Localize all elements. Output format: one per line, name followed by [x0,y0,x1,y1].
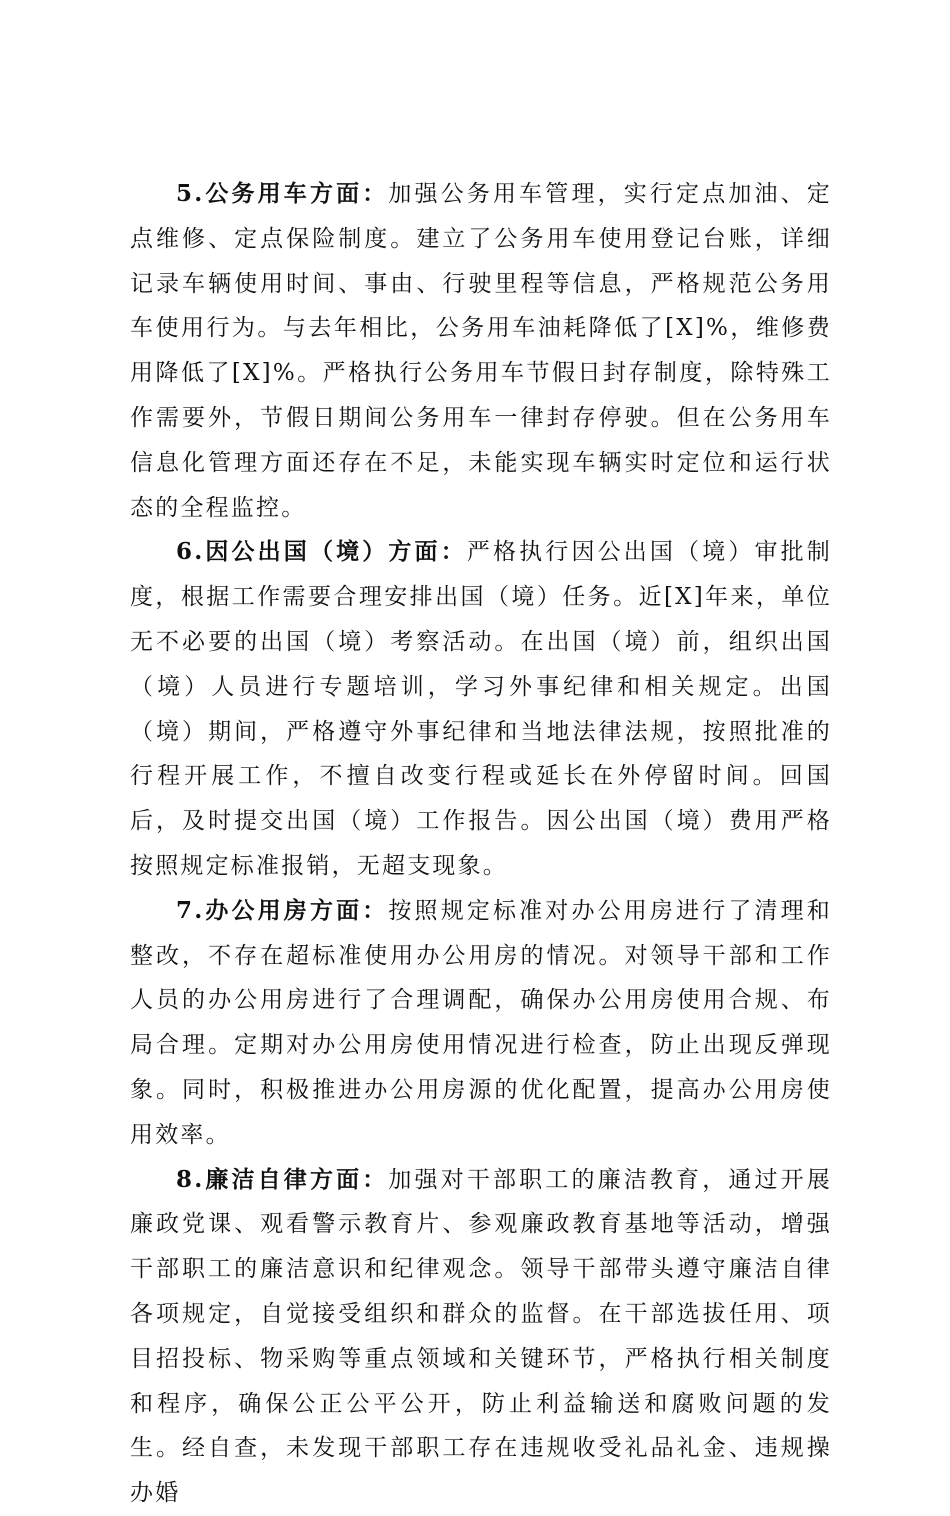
paragraph-heading: 6.因公出国（境）方面： [176,538,467,566]
paragraph-heading: 5.公务用车方面： [176,180,389,207]
paragraph-text: 严格执行因公出国（境）审批制度，根据工作需要合理安排出国（境）任务。近[X]年来，单位无不必要的出国（境）考察活动。在出国（境）前，组织出国（境）人员进行专题培训，学习外事纪律和相关规定。出国（境）期间，严格遵守外事纪律和当地法律法规，按照批准的行程开展工作，不擅自改变行程或延长在外停留时间。回国后，及时提交出国（境）工作报告。因公出国（境）费用严格按照规定标准报销，无超支现象。 [130,539,832,879]
paragraph-overseas-travel [130,530,832,888]
paragraph-text: 加强对干部职工的廉洁教育，通过开展廉政党课、观看警示教育片、参观廉政教育基地等活动，增强干部职工的廉洁意识和纪律观念。领导干部带头遵守廉洁自律各项规定，自觉接受组织和群众的监督。在干部选拔任用、项目招投标、物采购等重点领域和关键环节，严格执行相关制度和程序，确保公正公平公开，防止利益输送和腐败问题的发生。经自查，未发现干部职工存在违规收受礼品礼金、违规操办婚 [130,1166,832,1507]
paragraph-heading: 8.廉洁自律方面： [176,1165,389,1193]
paragraph-text: 按照规定标准对办公用房进行了清理和整改，不存在超标准使用办公用房的情况。对领导干部和工作人员的办公用房进行了合理调配，确保办公用房使用合规、布局合理。定期对办公用房使用情况进行检查，防止出现反弹现象。同时，积极推进办公用房源的优化配置，提高办公用房使用效率。 [130,897,832,1148]
paragraph-official-vehicles [130,172,832,530]
paragraph-integrity [130,1158,832,1516]
paragraph-office-space [130,889,832,1158]
paragraph-text: 加强公务用车管理，实行定点加油、定点维修、定点保险制度。建立了公务用车使用登记台账，详细记录车辆使用时间、事由、行驶里程等信息，严格规范公务用车使用行为。与去年相比，公务用车油耗降低了[X]%，维修费用降低了[X]%。严格执行公务用车节假日封存制度，除特殊工作需要外，节假日期间公务用车一律封存停驶。但在公务用车信息化管理方面还存在不足，未能实现车辆实时定位和运行状态的全程监控。 [130,181,832,521]
document-body [130,172,832,1516]
paragraph-heading: 7.办公用房方面： [176,896,389,924]
